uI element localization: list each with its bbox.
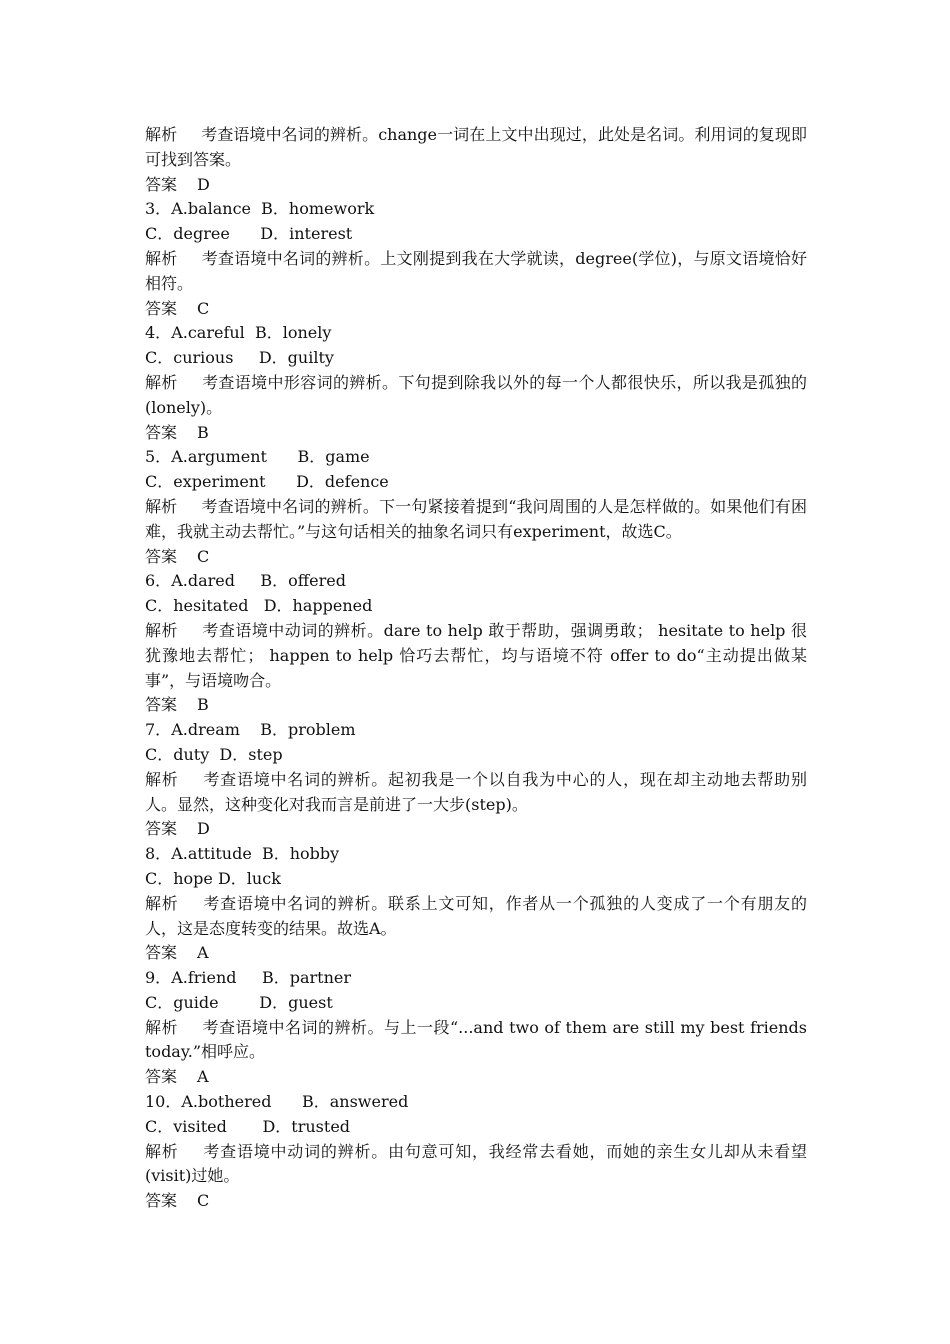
options-line-ab bbox=[145, 718, 807, 743]
options-line-cd: C．curious D．guilty bbox=[145, 348, 334, 368]
analysis-text: 考查语境中名词的辨析。起初我是一个以自我为中心的人，现在却主动地去帮助别人。显然，这种变化对我而言是前进了一大步(step)。 bbox=[145, 769, 807, 814]
answer-value: C bbox=[197, 1191, 210, 1211]
options-line-ab bbox=[145, 569, 807, 594]
options-line-ab bbox=[145, 966, 807, 991]
question-number: 3． bbox=[145, 199, 172, 219]
answer-value: A bbox=[197, 943, 209, 963]
answer-label: 答案 bbox=[145, 174, 178, 194]
analysis-text: 考查语境中名词的辨析。联系上文可知，作者从一个孤独的人变成了一个有朋友的人，这是态度转变的结果。故选A。 bbox=[145, 893, 807, 938]
answer-value: D bbox=[197, 819, 210, 839]
analysis-paragraph bbox=[145, 495, 807, 545]
options-line-ab bbox=[145, 1090, 807, 1115]
analysis-label: 解析 bbox=[145, 893, 179, 913]
options-line-ab bbox=[145, 321, 807, 346]
analysis-label: 解析 bbox=[145, 372, 178, 392]
analysis-text: 考查语境中名词的辨析。下一句紧接着提到“我问周围的人是怎样做的。如果他们有困难，我就主动去帮忙。”与这句话相关的抽象名词只有experiment，故选C。 bbox=[145, 496, 807, 541]
analysis-text: 考查语境中名词的辨析。change一词在上文中出现过，此处是名词。利用词的复现即可找到答案。 bbox=[145, 125, 807, 169]
question-number: 10． bbox=[145, 1092, 182, 1112]
options-line-cd: C．visited D．trusted bbox=[145, 1116, 351, 1136]
options-line-cd: C．duty D．step bbox=[145, 744, 283, 764]
answer-label: 答案 bbox=[145, 1067, 178, 1087]
question-item bbox=[145, 123, 807, 197]
answer-line bbox=[145, 817, 807, 842]
question-number: 9． bbox=[145, 968, 172, 988]
question-item bbox=[145, 197, 807, 321]
options-line-cd: C．hesitated D．happened bbox=[145, 596, 373, 616]
question-item bbox=[145, 1090, 807, 1214]
analysis-label: 解析 bbox=[145, 620, 178, 640]
analysis-paragraph bbox=[145, 768, 807, 818]
answer-label: 答案 bbox=[145, 943, 178, 963]
analysis-text: 考查语境中动词的辨析。由句意可知，我经常去看她，而她的亲生女儿却从未看望(visit)过她。 bbox=[145, 1141, 807, 1186]
analysis-label: 解析 bbox=[145, 1017, 178, 1037]
question-item bbox=[145, 321, 807, 445]
answer-label: 答案 bbox=[145, 1191, 178, 1211]
answer-value: C bbox=[197, 298, 210, 318]
options-ab: A.attitude B．hobby bbox=[171, 844, 340, 864]
analysis-paragraph bbox=[145, 1140, 807, 1190]
question-number: 8． bbox=[145, 844, 172, 864]
question-item bbox=[145, 445, 807, 569]
options-ab: A.dared B．offered bbox=[171, 571, 346, 591]
answer-label: 答案 bbox=[145, 695, 178, 715]
analysis-paragraph bbox=[145, 123, 807, 173]
analysis-label: 解析 bbox=[145, 125, 178, 144]
analysis-paragraph bbox=[145, 1016, 807, 1066]
options-ab: A.careful B．lonely bbox=[171, 323, 332, 343]
question-item bbox=[145, 569, 807, 718]
analysis-text: 考查语境中形容词的辨析。下句提到除我以外的每一个人都很快乐，所以我是孤独的(lonely)。 bbox=[145, 372, 807, 417]
options-line-cd: C．experiment D．defence bbox=[145, 472, 389, 492]
question-item bbox=[145, 718, 807, 842]
options-ab: A.bothered B．answered bbox=[181, 1092, 409, 1112]
answer-line bbox=[145, 173, 807, 198]
options-line-cd: C．guide D．guest bbox=[145, 992, 333, 1012]
question-item bbox=[145, 966, 807, 1090]
analysis-label: 解析 bbox=[145, 1141, 179, 1161]
answer-value: A bbox=[197, 1067, 209, 1087]
options-line-ab bbox=[145, 197, 807, 222]
analysis-text: 考查语境中动词的辨析。dare to help 敢于帮助，强调勇敢； hesitate to help 很犹豫地去帮忙； happen to help 恰巧去帮忙，均与语境不符 offer to do“主动提出做某事”，与语境吻合。 bbox=[145, 620, 807, 690]
question-item bbox=[145, 842, 807, 966]
question-number: 5． bbox=[145, 447, 172, 467]
question-number: 6． bbox=[145, 571, 172, 591]
answer-line bbox=[145, 693, 807, 718]
answer-label: 答案 bbox=[145, 422, 178, 442]
options-line-cd: C．hope D．luck bbox=[145, 868, 281, 888]
answer-label: 答案 bbox=[145, 546, 178, 566]
answer-line bbox=[145, 941, 807, 966]
answer-value: B bbox=[197, 422, 209, 442]
analysis-label: 解析 bbox=[145, 769, 179, 789]
question-number: 7． bbox=[145, 720, 172, 740]
options-ab: A.dream B．problem bbox=[171, 720, 356, 740]
answer-value: C bbox=[197, 546, 210, 566]
answer-value: B bbox=[197, 695, 209, 715]
options-line-ab bbox=[145, 842, 807, 867]
options-ab: A.balance B．homework bbox=[171, 199, 375, 219]
analysis-paragraph bbox=[145, 619, 807, 693]
options-ab: A.argument B．game bbox=[171, 447, 370, 467]
analysis-text: 考查语境中名词的辨析。上文刚提到我在大学就读，degree(学位)，与原文语境恰好相符。 bbox=[145, 248, 807, 293]
analysis-paragraph bbox=[145, 247, 807, 297]
answer-line bbox=[145, 1189, 807, 1214]
analysis-label: 解析 bbox=[145, 496, 178, 516]
analysis-label: 解析 bbox=[145, 248, 178, 268]
analysis-paragraph bbox=[145, 892, 807, 942]
answer-label: 答案 bbox=[145, 819, 178, 839]
question-number: 4． bbox=[145, 323, 172, 343]
answer-line bbox=[145, 545, 807, 570]
answer-line bbox=[145, 1065, 807, 1090]
options-line-ab bbox=[145, 445, 807, 470]
answer-line bbox=[145, 421, 807, 446]
answer-line bbox=[145, 297, 807, 322]
options-line-cd: C．degree D．interest bbox=[145, 224, 353, 244]
analysis-paragraph bbox=[145, 371, 807, 421]
answer-label: 答案 bbox=[145, 298, 178, 318]
document-page bbox=[145, 123, 807, 1214]
options-ab: A.friend B．partner bbox=[171, 968, 352, 988]
analysis-text: 考查语境中名词的辨析。与上一段“...and two of them are still my best friends today.”相呼应。 bbox=[145, 1017, 807, 1062]
answer-value: D bbox=[197, 174, 210, 194]
